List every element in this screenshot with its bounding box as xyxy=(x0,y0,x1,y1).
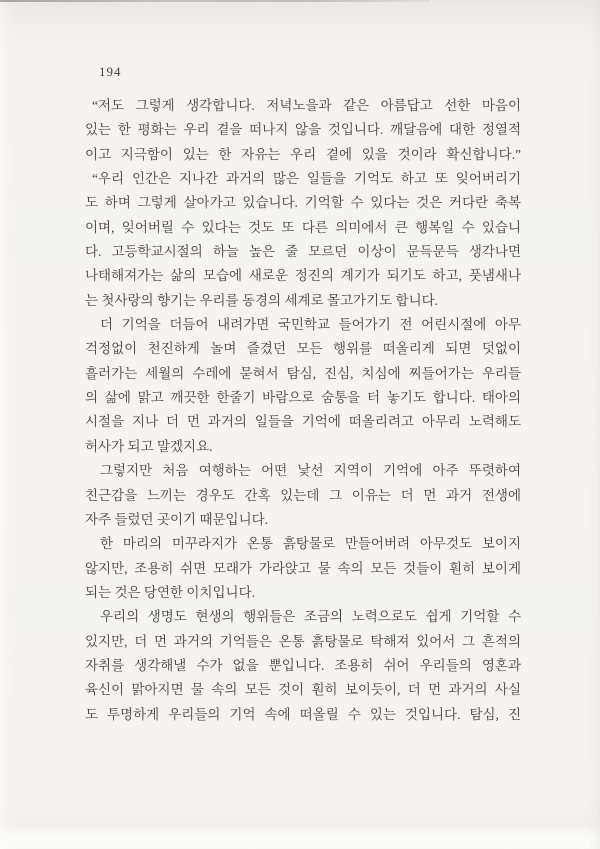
text-line: 그렇지만 처음 여행하는 어떤 낯선 지역이 기억에 아주 뚜렷하여 xyxy=(100,463,521,479)
text-line: 의 삶에 맑고 깨끗한 한줄기 바람으로 숨통을 터 놓기도 합니다. 태아의 xyxy=(85,390,521,406)
text-line: 시절을 지나 더 먼 과거의 일들을 기억에 떠올리려고 아무리 노력해도 xyxy=(85,414,521,430)
text-line: 한 마리의 미꾸라지가 온통 흙탕물로 만들어버려 아무것도 보이지 xyxy=(100,536,521,552)
text-line: 있지만, 더 먼 과거의 기억들은 온통 흙탕물로 탁해져 있어서 그 흔적의 xyxy=(85,633,521,649)
text-line: 육신이 맑아지면 물 속의 모든 것이 훤히 보이듯이, 더 먼 과거의 사실 xyxy=(85,682,521,698)
text-line: 있는 한 평화는 우리 곁을 떠나지 않을 것입니다. 깨달음에 대한 정열적 xyxy=(85,122,521,138)
text-line: 이며, 잊어버릴 수 있다는 것도 또 다른 의미에서 큰 행복일 수 있습니 xyxy=(85,219,521,235)
text-line: 이고 지극함이 있는 한 자유는 우리 곁에 있을 것이라 확신합니다.” xyxy=(85,146,521,162)
text-line: 흘러가는 세월의 수레에 묻혀서 탐심, 진심, 치심에 찌들어가는 우리들 xyxy=(85,365,521,381)
text-line: 친근감을 느끼는 경우도 간혹 있는데 그 이유는 더 먼 과거 전생에 xyxy=(85,487,521,503)
text-line: 더 기억을 더듬어 내려가면 국민학교 들어가기 전 어린시절에 아무 xyxy=(100,317,521,333)
text-line: 다. 고등학교시절의 하늘 높은 줄 모르던 이상이 문득문득 생각나면 xyxy=(85,244,521,260)
text-line: 도 하며 그렇게 살아가고 있습니다. 기억할 수 있다는 것은 커다란 축복 xyxy=(85,195,521,211)
text-line: 허사가 되고 말겠지요. xyxy=(85,438,213,454)
page-number: 194 xyxy=(99,64,122,79)
scan-edge-artifact xyxy=(0,0,430,2)
text-line: “우리 인간은 지나간 과거의 많은 일들을 기억도 하고 또 잊어버리기 xyxy=(92,171,521,187)
text-line: 걱정없이 천진하게 놀며 즐겼던 모든 행위를 떠올리게 되면 덧없이 xyxy=(85,341,521,357)
text-line: 되는 것은 당연한 이치입니다. xyxy=(85,584,255,600)
text-line: 는 첫사랑의 향기는 우리를 동경의 세계로 몰고가기도 합니다. xyxy=(85,292,439,308)
text-line: 자주 들렀던 곳이기 때문입니다. xyxy=(85,511,269,527)
body-text-block xyxy=(85,94,521,727)
text-line: 도 투명하게 우리들의 기억 속에 떠올릴 수 있는 것입니다. 탐심, 진 xyxy=(85,706,521,722)
text-line: 않지만, 조용히 쉬면 모래가 가라앉고 물 속의 모든 것들이 훤히 보이게 xyxy=(85,560,521,576)
text-line: 우리의 생명도 현생의 행위들은 조금의 노력으로도 쉽게 기억할 수 xyxy=(100,609,521,625)
text-line: 나태해져가는 삶의 모습에 새로운 정진의 계기가 되기도 하고, 풋냄새나 xyxy=(85,268,521,284)
text-line: “저도 그렇게 생각합니다. 저녁노을과 같은 아름답고 선한 마음이 xyxy=(92,98,521,113)
text-line: 자취를 생각해낼 수가 없을 뿐입니다. 조용히 쉬어 우리들의 영혼과 xyxy=(85,657,521,673)
